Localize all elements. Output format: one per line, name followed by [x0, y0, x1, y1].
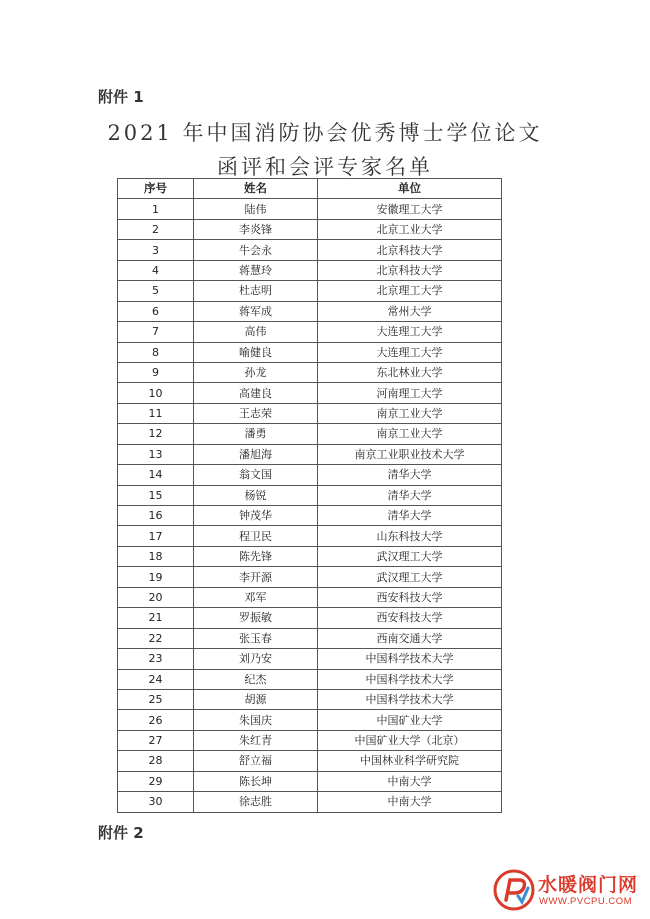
row-name: 钟茂华	[194, 506, 318, 526]
row-unit: 西安科技大学	[318, 587, 502, 607]
row-index: 9	[118, 362, 194, 382]
table-row	[118, 281, 502, 301]
row-unit: 安徽理工大学	[318, 199, 502, 219]
table-row	[118, 730, 502, 750]
table-row	[118, 424, 502, 444]
row-name: 陈长坤	[194, 771, 318, 791]
row-name: 翁文国	[194, 465, 318, 485]
row-unit: 南京工业职业技术大学	[318, 444, 502, 464]
table-row	[118, 751, 502, 771]
row-index: 6	[118, 301, 194, 321]
row-index: 23	[118, 649, 194, 669]
row-index: 11	[118, 403, 194, 423]
row-name: 高伟	[194, 322, 318, 342]
row-unit: 东北林业大学	[318, 362, 502, 382]
row-index: 12	[118, 424, 194, 444]
table-row	[118, 199, 502, 219]
table-row	[118, 322, 502, 342]
table-row	[118, 608, 502, 628]
pv-logo-icon	[492, 868, 536, 912]
row-index: 18	[118, 546, 194, 566]
row-unit: 中国矿业大学	[318, 710, 502, 730]
row-unit: 中国科学技术大学	[318, 649, 502, 669]
watermark-logo	[492, 868, 642, 914]
row-name: 陆伟	[194, 199, 318, 219]
row-unit: 武汉理工大学	[318, 567, 502, 587]
row-name: 潘勇	[194, 424, 318, 444]
row-name: 刘乃安	[194, 649, 318, 669]
row-index: 17	[118, 526, 194, 546]
table-row	[118, 587, 502, 607]
row-index: 20	[118, 587, 194, 607]
row-unit: 中南大学	[318, 771, 502, 791]
row-index: 3	[118, 240, 194, 260]
table-header-row	[118, 179, 502, 199]
table-row	[118, 669, 502, 689]
row-index: 28	[118, 751, 194, 771]
row-name: 邓军	[194, 587, 318, 607]
row-index: 4	[118, 260, 194, 280]
row-unit: 常州大学	[318, 301, 502, 321]
table-row	[118, 260, 502, 280]
row-name: 蒋军成	[194, 301, 318, 321]
watermark-url: WWW.PVCPU.COM	[539, 896, 633, 907]
table-row	[118, 546, 502, 566]
table-row	[118, 383, 502, 403]
row-unit: 中南大学	[318, 792, 502, 812]
row-unit: 清华大学	[318, 465, 502, 485]
row-index: 14	[118, 465, 194, 485]
table-row	[118, 362, 502, 382]
row-index: 1	[118, 199, 194, 219]
table-row	[118, 710, 502, 730]
table-row	[118, 628, 502, 648]
row-unit: 西南交通大学	[318, 628, 502, 648]
row-name: 朱国庆	[194, 710, 318, 730]
row-unit: 中国矿业大学（北京）	[318, 730, 502, 750]
row-unit: 中国科学技术大学	[318, 669, 502, 689]
row-unit: 大连理工大学	[318, 322, 502, 342]
row-unit: 大连理工大学	[318, 342, 502, 362]
row-index: 16	[118, 506, 194, 526]
row-unit: 北京科技大学	[318, 260, 502, 280]
row-index: 13	[118, 444, 194, 464]
row-index: 27	[118, 730, 194, 750]
table-row	[118, 771, 502, 791]
row-index: 24	[118, 669, 194, 689]
row-index: 8	[118, 342, 194, 362]
row-name: 王志荣	[194, 403, 318, 423]
row-unit: 南京工业大学	[318, 424, 502, 444]
row-unit: 山东科技大学	[318, 526, 502, 546]
table-row	[118, 506, 502, 526]
row-unit: 北京科技大学	[318, 240, 502, 260]
row-name: 高建良	[194, 383, 318, 403]
row-index: 21	[118, 608, 194, 628]
table-row	[118, 689, 502, 709]
header-name: 姓名	[194, 179, 318, 199]
row-name: 罗振敏	[194, 608, 318, 628]
row-index: 7	[118, 322, 194, 342]
row-unit: 南京工业大学	[318, 403, 502, 423]
table-row	[118, 444, 502, 464]
row-name: 杜志明	[194, 281, 318, 301]
header-index: 序号	[118, 179, 194, 199]
row-unit: 清华大学	[318, 485, 502, 505]
row-name: 程卫民	[194, 526, 318, 546]
row-name: 蒋慧玲	[194, 260, 318, 280]
row-unit: 西安科技大学	[318, 608, 502, 628]
row-name: 朱红青	[194, 730, 318, 750]
row-unit: 武汉理工大学	[318, 546, 502, 566]
row-unit: 清华大学	[318, 506, 502, 526]
table-row	[118, 240, 502, 260]
row-unit: 中国科学技术大学	[318, 689, 502, 709]
row-name: 杨锐	[194, 485, 318, 505]
row-index: 25	[118, 689, 194, 709]
row-index: 10	[118, 383, 194, 403]
row-unit: 河南理工大学	[318, 383, 502, 403]
table-row	[118, 485, 502, 505]
table-row	[118, 219, 502, 239]
table-row	[118, 403, 502, 423]
row-name: 潘旭海	[194, 444, 318, 464]
header-unit: 单位	[318, 179, 502, 199]
watermark-brand: 水暖阀门网	[538, 874, 639, 896]
table-row	[118, 465, 502, 485]
row-name: 张玉春	[194, 628, 318, 648]
row-name: 胡源	[194, 689, 318, 709]
page-title: 2021 年中国消防协会优秀博士学位论文	[107, 121, 543, 145]
row-name: 陈先锋	[194, 546, 318, 566]
row-index: 2	[118, 219, 194, 239]
table-row	[118, 301, 502, 321]
row-name: 李炎锋	[194, 219, 318, 239]
table-row	[118, 342, 502, 362]
row-index: 22	[118, 628, 194, 648]
row-index: 26	[118, 710, 194, 730]
row-name: 纪杰	[194, 669, 318, 689]
row-unit: 北京理工大学	[318, 281, 502, 301]
row-index: 30	[118, 792, 194, 812]
row-name: 牛会永	[194, 240, 318, 260]
table-row	[118, 567, 502, 587]
row-index: 29	[118, 771, 194, 791]
row-unit: 北京工业大学	[318, 219, 502, 239]
row-index: 15	[118, 485, 194, 505]
row-index: 5	[118, 281, 194, 301]
attachment-2-label: 附件 2	[98, 824, 144, 842]
page-subtitle: 函评和会评专家名单	[217, 155, 433, 179]
table-row	[118, 649, 502, 669]
row-name: 徐志胜	[194, 792, 318, 812]
row-index: 19	[118, 567, 194, 587]
expert-table	[117, 178, 502, 813]
row-name: 喻健良	[194, 342, 318, 362]
row-unit: 中国林业科学研究院	[318, 751, 502, 771]
row-name: 李开源	[194, 567, 318, 587]
table-row	[118, 792, 502, 812]
row-name: 舒立福	[194, 751, 318, 771]
row-name: 孙龙	[194, 362, 318, 382]
attachment-1-label: 附件 1	[98, 88, 144, 106]
table-row	[118, 526, 502, 546]
